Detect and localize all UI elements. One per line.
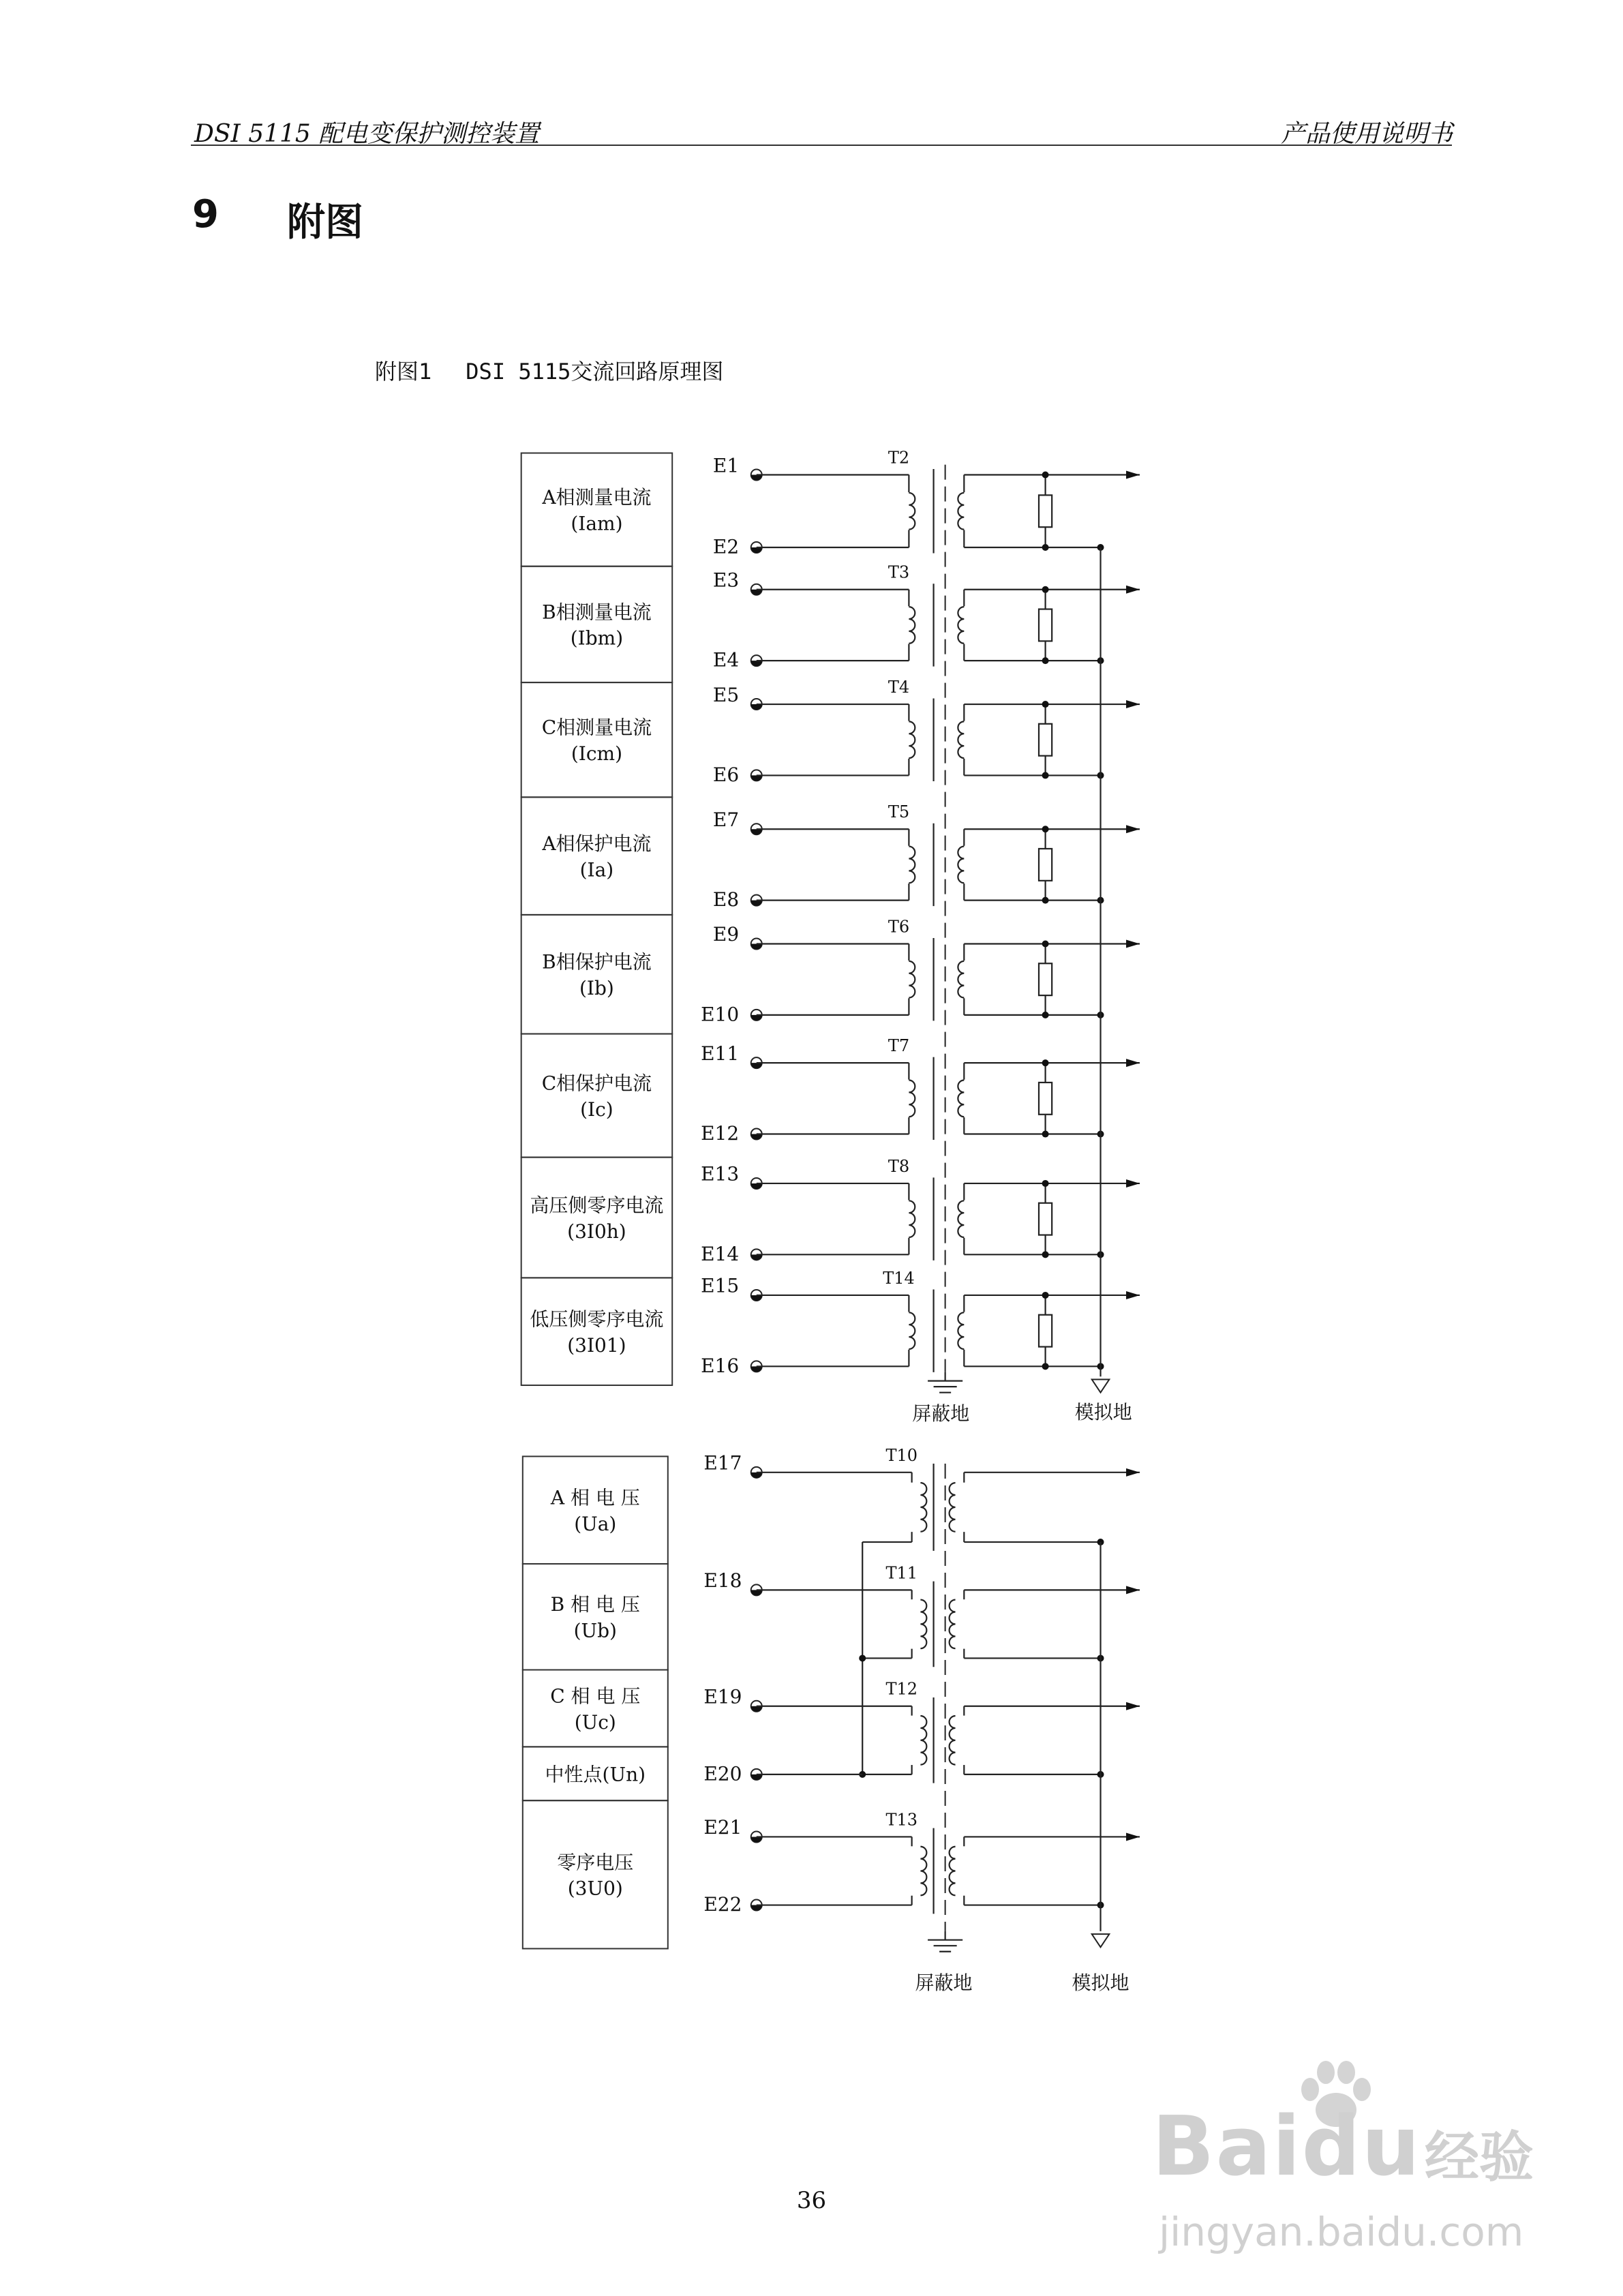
watermark xyxy=(1152,2059,1534,2277)
coil-icon xyxy=(958,961,964,998)
junction-dot xyxy=(1042,1251,1049,1258)
junction-dot xyxy=(1042,1180,1049,1187)
channel-symbol: (Uc) xyxy=(574,1710,616,1734)
section-number: 9 xyxy=(192,192,219,237)
coil-icon xyxy=(920,1483,926,1532)
junction-dot xyxy=(1042,701,1049,708)
transformer-label: T6 xyxy=(888,917,910,937)
coil-icon xyxy=(950,1600,956,1649)
junction-dot xyxy=(1042,1131,1049,1138)
output-arrow-icon xyxy=(1126,1059,1140,1067)
resistor-icon xyxy=(1039,1083,1052,1115)
coil-icon xyxy=(958,493,964,530)
resistor-icon xyxy=(1039,1203,1052,1235)
transformer-label: T7 xyxy=(888,1036,910,1056)
channel-symbol: (3I01) xyxy=(567,1334,626,1357)
junction-dot xyxy=(1042,941,1049,948)
analog-ground-icon xyxy=(1092,1934,1110,1947)
channel-name: A相测量电流 xyxy=(542,486,652,509)
coil-icon xyxy=(950,1483,956,1532)
watermark-brand: Baidu xyxy=(1152,2100,1421,2194)
channel-symbol: (3I0h) xyxy=(567,1220,626,1243)
resistor-icon xyxy=(1039,849,1052,881)
transformer-label: T2 xyxy=(888,448,910,468)
junction-dot xyxy=(1042,1012,1049,1018)
channel-name: A相保护电流 xyxy=(542,832,652,856)
terminal-label: E18 xyxy=(703,1569,742,1592)
terminal-label: E6 xyxy=(712,763,740,786)
channel-label-box xyxy=(523,1456,668,1564)
channel-name: B 相 电 压 xyxy=(550,1593,640,1616)
section-title: 附图 xyxy=(286,200,363,245)
coil-icon xyxy=(958,1312,964,1349)
channel-symbol: (Ub) xyxy=(573,1619,617,1642)
transformer-label: T13 xyxy=(885,1810,918,1830)
terminal-label: E20 xyxy=(703,1762,742,1785)
junction-dot xyxy=(1042,1363,1049,1370)
terminal-label: E22 xyxy=(703,1893,742,1916)
terminal-label: E7 xyxy=(712,808,740,831)
terminal-label: E8 xyxy=(712,888,740,911)
coil-icon xyxy=(958,721,964,758)
figure-label: 附图1 xyxy=(375,359,432,384)
channel-symbol: (Ic) xyxy=(580,1098,613,1121)
coil-icon xyxy=(950,1716,956,1765)
coil-icon xyxy=(909,607,915,644)
watermark-product: 经验 xyxy=(1425,2126,1534,2189)
junction-dot xyxy=(859,1655,866,1661)
channel-symbol: (Ib) xyxy=(579,977,614,1000)
terminal-label: E9 xyxy=(712,923,740,946)
channel-label-box xyxy=(521,797,673,915)
terminal-label: E13 xyxy=(701,1162,740,1185)
channel-symbol: (Iam) xyxy=(571,512,623,535)
terminal-label: E1 xyxy=(712,454,740,477)
header-left-title: DSI 5115 配电变保护测控装置 xyxy=(194,120,540,148)
channel-name: 零序电压 xyxy=(557,1851,634,1874)
coil-icon xyxy=(920,1716,926,1765)
coil-icon xyxy=(958,607,964,644)
terminal-label: E16 xyxy=(701,1354,740,1377)
transformer-label: T8 xyxy=(888,1156,910,1176)
channel-label-box xyxy=(521,682,673,797)
resistor-icon xyxy=(1039,1315,1052,1347)
output-arrow-icon xyxy=(1126,700,1140,708)
channel-label-box xyxy=(523,1564,668,1670)
coil-icon xyxy=(909,847,915,883)
channel-name: C 相 电 压 xyxy=(550,1685,641,1708)
junction-dot xyxy=(1042,897,1049,904)
output-arrow-icon xyxy=(1126,1291,1140,1299)
resistor-icon xyxy=(1039,963,1052,995)
junction-dot xyxy=(1042,657,1049,664)
channel-symbol: (3U0) xyxy=(567,1877,623,1900)
terminal-label: E21 xyxy=(703,1816,742,1839)
coil-icon xyxy=(909,493,915,530)
output-arrow-icon xyxy=(1126,1468,1140,1477)
coil-icon xyxy=(909,1312,915,1349)
transformer-label: T3 xyxy=(888,562,910,582)
channel-label-box xyxy=(523,1800,668,1948)
terminal-label: E17 xyxy=(703,1451,742,1475)
figure-title: DSI 5115交流回路原理图 xyxy=(466,359,724,384)
transformer-label: T10 xyxy=(885,1445,918,1465)
channel-symbol: (Ibm) xyxy=(570,626,624,650)
coil-icon xyxy=(958,1200,964,1237)
channel-label-box xyxy=(521,453,673,567)
resistor-icon xyxy=(1039,609,1052,641)
coil-icon xyxy=(909,1081,915,1117)
channel-name: B相保护电流 xyxy=(542,950,652,973)
terminal-label: E5 xyxy=(712,683,740,706)
junction-dot xyxy=(1042,1059,1049,1066)
analog-ground-label: 模拟地 xyxy=(1074,1401,1132,1424)
channel-label-box xyxy=(521,567,673,682)
channel-name: 低压侧零序电流 xyxy=(530,1308,664,1331)
output-arrow-icon xyxy=(1126,471,1140,479)
transformer-label: T5 xyxy=(888,802,910,822)
transformer-label: T4 xyxy=(888,678,910,697)
coil-icon xyxy=(909,721,915,758)
output-arrow-icon xyxy=(1126,586,1140,594)
terminal-label: E10 xyxy=(701,1003,740,1026)
resistor-icon xyxy=(1039,495,1052,527)
terminal-label: E19 xyxy=(703,1685,742,1708)
watermark-url: jingyan.baidu.com xyxy=(1159,2209,1524,2255)
coil-icon xyxy=(958,847,964,883)
junction-dot xyxy=(1042,544,1049,551)
coil-icon xyxy=(920,1600,926,1649)
analog-ground-label: 模拟地 xyxy=(1072,1972,1129,1995)
channel-name: 中性点(Un) xyxy=(545,1763,646,1786)
junction-dot xyxy=(1042,826,1049,832)
channel-name: C相测量电流 xyxy=(541,716,652,739)
output-arrow-icon xyxy=(1126,1832,1140,1841)
channel-symbol: (Icm) xyxy=(571,742,623,766)
channel-label-box xyxy=(521,1158,673,1278)
page-number: 36 xyxy=(796,2187,827,2214)
shield-ground-label: 屏蔽地 xyxy=(912,1402,970,1425)
channel-label-box xyxy=(521,915,673,1034)
terminal-label: E15 xyxy=(701,1274,740,1297)
transformer-label: T11 xyxy=(885,1563,918,1583)
channel-name: B相测量电流 xyxy=(542,601,652,624)
output-arrow-icon xyxy=(1126,825,1140,833)
terminal-label: E14 xyxy=(701,1242,740,1265)
junction-dot xyxy=(1042,1292,1049,1299)
output-arrow-icon xyxy=(1126,940,1140,948)
terminal-label: E11 xyxy=(701,1042,740,1065)
output-arrow-icon xyxy=(1126,1179,1140,1188)
channel-label-box xyxy=(521,1278,673,1385)
coil-icon xyxy=(909,961,915,998)
terminal-label: E12 xyxy=(701,1122,740,1145)
terminal-label: E2 xyxy=(712,535,740,558)
junction-dot xyxy=(1042,772,1049,779)
junction-dot xyxy=(1042,472,1049,479)
coil-icon xyxy=(920,1847,926,1896)
transformer-label: T14 xyxy=(883,1268,915,1288)
resistor-icon xyxy=(1039,724,1052,756)
terminal-label: E3 xyxy=(712,569,740,592)
channel-symbol: (Ua) xyxy=(574,1513,617,1536)
channel-name: A 相 电 压 xyxy=(550,1486,640,1509)
channel-name: C相保护电流 xyxy=(541,1072,652,1095)
junction-dot xyxy=(1042,586,1049,593)
channel-symbol: (Ia) xyxy=(579,858,614,881)
output-arrow-icon xyxy=(1126,1702,1140,1710)
channel-label-box xyxy=(523,1670,668,1747)
coil-icon xyxy=(958,1081,964,1117)
transformer-label: T12 xyxy=(885,1679,918,1699)
analog-ground-icon xyxy=(1092,1380,1110,1393)
channel-name: 高压侧零序电流 xyxy=(530,1194,664,1217)
terminal-label: E4 xyxy=(712,648,740,671)
header-right-title: 产品使用说明书 xyxy=(1280,120,1453,148)
shield-ground-label: 屏蔽地 xyxy=(915,1972,973,1995)
channel-label-box xyxy=(521,1034,673,1158)
coil-icon xyxy=(950,1847,956,1896)
coil-icon xyxy=(909,1200,915,1237)
output-arrow-icon xyxy=(1126,1586,1140,1594)
